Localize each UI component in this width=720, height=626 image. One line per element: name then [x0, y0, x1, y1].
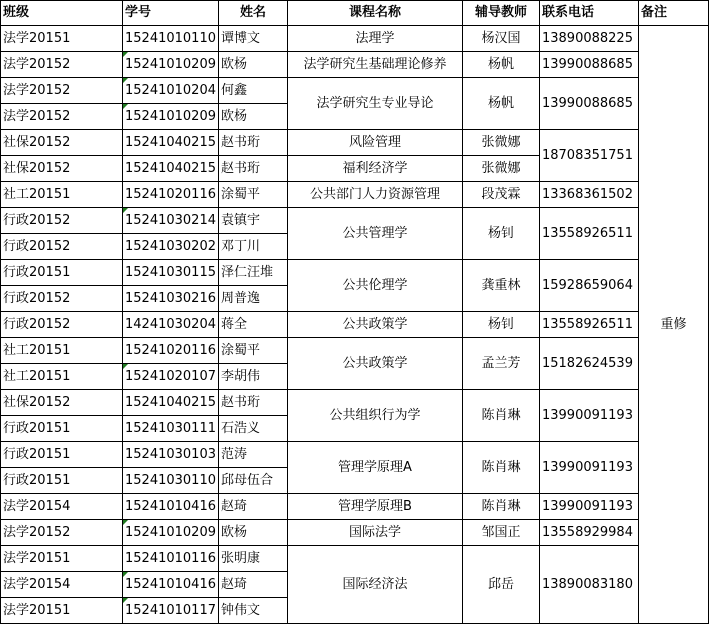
header-note[interactable]: 备注 [638, 1, 708, 26]
name-cell[interactable]: 张明康 [218, 546, 287, 572]
id-cell[interactable]: 15241030216 [123, 286, 219, 312]
name-cell[interactable]: 周普逸 [218, 286, 287, 312]
table-row [1, 520, 709, 546]
name-cell[interactable]: 谭博文 [218, 26, 287, 52]
course-cell[interactable]: 法学研究生专业导论 [287, 78, 462, 130]
teacher-cell[interactable]: 张微娜 [462, 130, 539, 156]
name-cell[interactable]: 赵琦 [218, 494, 287, 520]
teacher-cell[interactable]: 杨汉国 [462, 26, 539, 52]
class-cell[interactable]: 行政20152 [1, 312, 123, 338]
header-phone[interactable]: 联系电话 [539, 1, 638, 26]
course-cell[interactable]: 法理学 [287, 26, 462, 52]
name-cell[interactable]: 赵书珩 [218, 390, 287, 416]
course-cell[interactable]: 管理学原理A [287, 442, 462, 494]
table-row [1, 338, 709, 364]
phone-cell[interactable]: 13990091193 [539, 494, 638, 520]
table-row [1, 130, 709, 156]
class-cell[interactable]: 社保20152 [1, 390, 123, 416]
name-cell[interactable]: 钟伟文 [218, 598, 287, 624]
id-cell[interactable]: 15241030202 [123, 234, 219, 260]
course-cell[interactable]: 公共政策学 [287, 338, 462, 390]
teacher-cell[interactable]: 邹国正 [462, 520, 539, 546]
phone-cell[interactable]: 13890088225 [539, 26, 638, 52]
class-cell[interactable]: 行政20151 [1, 442, 123, 468]
name-cell[interactable]: 泽仁汪堆 [218, 260, 287, 286]
teacher-cell[interactable]: 孟兰芳 [462, 338, 539, 390]
teacher-cell[interactable]: 张微娜 [462, 156, 539, 182]
phone-cell[interactable]: 13558926511 [539, 312, 638, 338]
name-cell[interactable]: 何鑫 [218, 78, 287, 104]
header-class[interactable]: 班级 [1, 1, 123, 26]
id-cell[interactable]: 15241010204 [123, 78, 219, 104]
table-row [1, 494, 709, 520]
class-cell[interactable]: 行政20151 [1, 468, 123, 494]
id-cell[interactable]: 15241040215 [123, 156, 219, 182]
name-cell[interactable]: 赵书珩 [218, 156, 287, 182]
table-row [1, 26, 709, 52]
header-teacher[interactable]: 辅导教师 [462, 1, 539, 26]
name-cell[interactable]: 蒋全 [218, 312, 287, 338]
course-cell[interactable]: 公共部门人力资源管理 [287, 182, 462, 208]
id-cell[interactable]: 15241010209 [123, 104, 219, 130]
phone-cell[interactable]: 13890083180 [539, 546, 638, 624]
name-cell[interactable]: 范涛 [218, 442, 287, 468]
table-row [1, 208, 709, 234]
header-id[interactable]: 学号 [123, 1, 219, 26]
id-cell[interactable]: 15241030110 [123, 468, 219, 494]
name-cell[interactable]: 欧杨 [218, 52, 287, 78]
id-cell[interactable]: 15241030103 [123, 442, 219, 468]
phone-cell[interactable]: 15928659064 [539, 260, 638, 312]
class-cell[interactable]: 法学20152 [1, 52, 123, 78]
teacher-cell[interactable]: 杨帆 [462, 78, 539, 130]
phone-cell[interactable]: 15182624539 [539, 338, 638, 390]
id-cell[interactable]: 15241030115 [123, 260, 219, 286]
class-cell[interactable]: 社工20151 [1, 338, 123, 364]
class-cell[interactable]: 法学20151 [1, 546, 123, 572]
teacher-cell[interactable]: 杨钊 [462, 208, 539, 260]
name-cell[interactable]: 欧杨 [218, 520, 287, 546]
header-row [1, 1, 709, 26]
table-row [1, 260, 709, 286]
course-cell[interactable]: 法学研究生基础理论修养 [287, 52, 462, 78]
class-cell[interactable]: 行政20152 [1, 208, 123, 234]
table-row [1, 546, 709, 572]
header-course[interactable]: 课程名称 [287, 1, 462, 26]
id-cell[interactable]: 15241030214 [123, 208, 219, 234]
course-cell[interactable]: 管理学原理B [287, 494, 462, 520]
id-cell[interactable]: 15241020116 [123, 182, 219, 208]
table-row [1, 52, 709, 78]
name-cell[interactable]: 李胡伟 [218, 364, 287, 390]
name-cell[interactable]: 涂蜀平 [218, 182, 287, 208]
teacher-cell[interactable]: 陈肖琳 [462, 442, 539, 494]
id-cell[interactable]: 15241010416 [123, 572, 219, 598]
table-row [1, 78, 709, 104]
name-cell[interactable]: 涂蜀平 [218, 338, 287, 364]
phone-cell[interactable]: 13990091193 [539, 442, 638, 494]
course-cell[interactable]: 国际经济法 [287, 546, 462, 624]
class-cell[interactable]: 社工20151 [1, 364, 123, 390]
table-row [1, 312, 709, 338]
teacher-cell[interactable]: 杨钊 [462, 312, 539, 338]
class-cell[interactable]: 法学20151 [1, 26, 123, 52]
name-cell[interactable]: 欧杨 [218, 104, 287, 130]
id-cell[interactable]: 15241040215 [123, 130, 219, 156]
id-cell[interactable]: 14241030204 [123, 312, 219, 338]
class-cell[interactable]: 法学20154 [1, 572, 123, 598]
name-cell[interactable]: 邱母伍合 [218, 468, 287, 494]
id-cell[interactable]: 15241010209 [123, 520, 219, 546]
class-cell[interactable]: 社保20152 [1, 156, 123, 182]
course-cell[interactable]: 公共伦理学 [287, 260, 462, 312]
class-cell[interactable]: 法学20151 [1, 598, 123, 624]
class-cell[interactable]: 行政20151 [1, 416, 123, 442]
id-cell[interactable]: 15241010117 [123, 598, 219, 624]
class-cell[interactable]: 法学20152 [1, 520, 123, 546]
class-cell[interactable]: 社保20152 [1, 130, 123, 156]
course-cell[interactable]: 公共管理学 [287, 208, 462, 260]
course-cell[interactable]: 风险管理 [287, 130, 462, 156]
table-row [1, 182, 709, 208]
teacher-cell[interactable]: 陈肖琳 [462, 390, 539, 442]
phone-cell[interactable]: 13990091193 [539, 390, 638, 442]
name-cell[interactable]: 赵琦 [218, 572, 287, 598]
id-cell[interactable]: 15241010110 [123, 26, 219, 52]
table-row [1, 390, 709, 416]
phone-cell[interactable]: 13368361502 [539, 182, 638, 208]
teacher-cell[interactable]: 龚重林 [462, 260, 539, 312]
id-cell[interactable]: 15241030111 [123, 416, 219, 442]
teacher-cell[interactable]: 陈肖琳 [462, 494, 539, 520]
class-cell[interactable]: 行政20152 [1, 286, 123, 312]
course-cell[interactable]: 公共组织行为学 [287, 390, 462, 442]
teacher-cell[interactable]: 邱岳 [462, 546, 539, 624]
class-cell[interactable]: 行政20151 [1, 260, 123, 286]
header-name[interactable]: 姓名 [218, 1, 287, 26]
class-cell[interactable]: 社工20151 [1, 182, 123, 208]
id-cell[interactable]: 15241040215 [123, 390, 219, 416]
phone-cell[interactable]: 13558926511 [539, 208, 638, 260]
phone-cell[interactable]: 13990088685 [539, 52, 638, 78]
id-cell[interactable]: 15241020107 [123, 364, 219, 390]
name-cell[interactable]: 石浩义 [218, 416, 287, 442]
id-cell[interactable]: 15241010116 [123, 546, 219, 572]
id-cell[interactable]: 15241020116 [123, 338, 219, 364]
class-cell[interactable]: 行政20152 [1, 234, 123, 260]
course-cell[interactable]: 公共政策学 [287, 312, 462, 338]
class-cell[interactable]: 法学20154 [1, 494, 123, 520]
table-row [1, 442, 709, 468]
teacher-cell[interactable]: 杨帆 [462, 52, 539, 78]
phone-cell[interactable]: 13558929984 [539, 520, 638, 546]
class-cell[interactable]: 法学20152 [1, 104, 123, 130]
name-cell[interactable]: 袁镇宇 [218, 208, 287, 234]
phone-cell[interactable]: 13990088685 [539, 78, 638, 130]
phone-cell[interactable]: 18708351751 [539, 130, 638, 182]
course-cell[interactable]: 福利经济学 [287, 156, 462, 182]
id-cell[interactable]: 15241010209 [123, 52, 219, 78]
name-cell[interactable]: 邓丁川 [218, 234, 287, 260]
note-cell[interactable]: 重修 [638, 26, 708, 624]
course-cell[interactable]: 国际法学 [287, 520, 462, 546]
id-cell[interactable]: 15241010416 [123, 494, 219, 520]
name-cell[interactable]: 赵书珩 [218, 130, 287, 156]
teacher-cell[interactable]: 段茂霖 [462, 182, 539, 208]
class-cell[interactable]: 法学20152 [1, 78, 123, 104]
